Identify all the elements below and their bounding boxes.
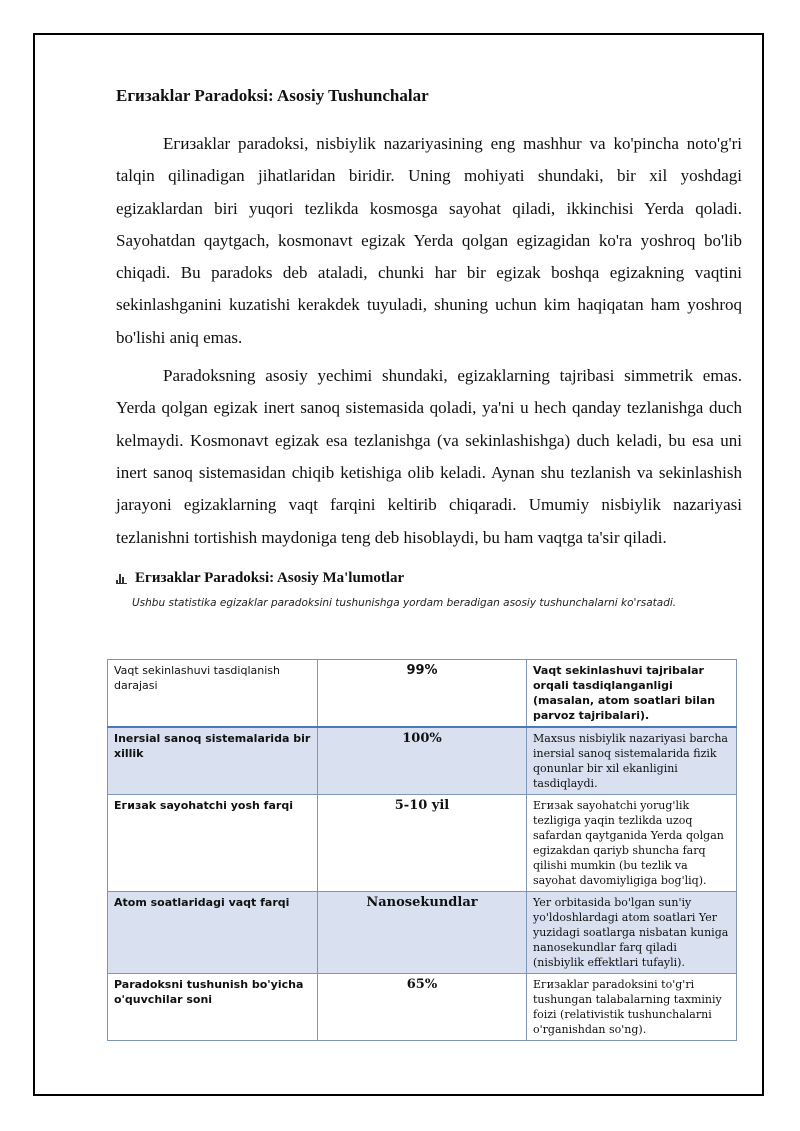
- row-value: 100%: [318, 727, 527, 795]
- row-value: 99%: [318, 660, 527, 728]
- bar-chart-icon: [116, 572, 128, 584]
- row-description: Vaqt sekinlashuvi tajribalar orqali tasdiqlanganligi (masalan, atom soatlari bilan parvoz tajribalari).: [527, 660, 737, 728]
- document-heading: Eгизaklar Paradoksi: Asosiy Tushunchalar: [116, 86, 429, 105]
- row-description: Maxsus nisbiylik nazariyasi barcha inersial sanoq sistemalarida fizik qonunlar bir xil ekanligini tasdiqlaydi.: [527, 727, 737, 795]
- row-description: Yer orbitasida bo'lgan sun'iy yo'ldoshlardagi atom soatlari Yer yuzidagi soatlarga nisbatan kuniga nanosekundlar farq qiladi (nisbiylik effektlari tufayli).: [527, 892, 737, 974]
- table-row: [108, 727, 737, 795]
- document-body: [116, 86, 742, 609]
- row-description: Eгизak sayohatchi yorug'lik tezligiga yaqin tezlikda uzoq safardan qaytganida Yerda qolgan egizakdan qariyb shuncha farq qilishi mumkin (bu tezlik va sayohat davomiyligiga bog'liq).: [527, 795, 737, 892]
- table-title: [116, 570, 742, 587]
- row-value: 65%: [318, 974, 527, 1041]
- table-row: [108, 974, 737, 1041]
- row-description: Eгизaklar paradoksini to'g'ri tushungan talabalarning taxminiy foizi (relativistik tushunchalarni o'rganishdan so'ng).: [527, 974, 737, 1041]
- row-label: Inersial sanoq sistemalarida bir xillik: [108, 727, 318, 795]
- paragraph-1: Eгизaklar paradoksi, nisbiylik nazariyasining eng mashhur va ko'pincha noto'g'ri talqin qilinadigan jihatlaridan biridir. Uning mohiyati shundaki, bir xil yoshdagi egizaklardan biri yuqori tezlikda kosmosga sayohat qiladi, ikkinchisi Yerda qoladi. Sayohatdan qaytgach, kosmonavt egizak Yerda qolgan egizagidan ko'ra yoshroq bo'lib chiqadi. Bu paradoks deb ataladi, chunki har bir egizak boshqa egizakning vaqtini sekinlashganini kuzatishi kerakdek tuyuladi, shuning uchun kim haqiqatan ham yoshroq bo'lishi aniq emas.: [116, 134, 742, 347]
- row-label: Vaqt sekinlashuvi tasdiqlanish darajasi: [108, 660, 318, 728]
- row-label: Atom soatlaridagi vaqt farqi: [108, 892, 318, 974]
- row-value: Nanosekundlar: [318, 892, 527, 974]
- table-subtitle: Ushbu statistika egizaklar paradoksini tushunishga yordam beradigan asosiy tushunchalarni ko'rsatadi.: [132, 596, 677, 609]
- row-label: Paradoksni tushunish bo'yicha o'quvchilar soni: [108, 974, 318, 1041]
- table-row: [108, 892, 737, 974]
- row-label: Eгизak sayohatchi yosh farqi: [108, 795, 318, 892]
- stats-table: [107, 659, 737, 1041]
- table-row: [108, 660, 737, 728]
- table-row: [108, 795, 737, 892]
- paragraph-2: Paradoksning asosiy yechimi shundaki, egizaklarning tajribasi simmetrik emas. Yerda qolgan egizak inert sanoq sistemasida qoladi, ya'ni u hech qanday tezlanishga duch kelmaydi. Kosmonavt egizak esa tezlanishga (va sekinlashishga) duch keladi, bu esa uni inert sanoq sistemasidan chiqib ketishiga olib keladi. Aynan shu tezlanish va sekinlashish jarayoni egizaklarning vaqt farqini keltirib chiqaradi. Umumiy nisbiylik nazariyasi tezlanishni tortishish maydoniga teng deb hisoblaydi, bu ham vaqtga ta'sir qiladi.: [116, 366, 742, 547]
- row-value: 5-10 yil: [318, 795, 527, 892]
- table-title-text: Eгизaklar Paradoksi: Asosiy Ma'lumotlar: [135, 569, 405, 586]
